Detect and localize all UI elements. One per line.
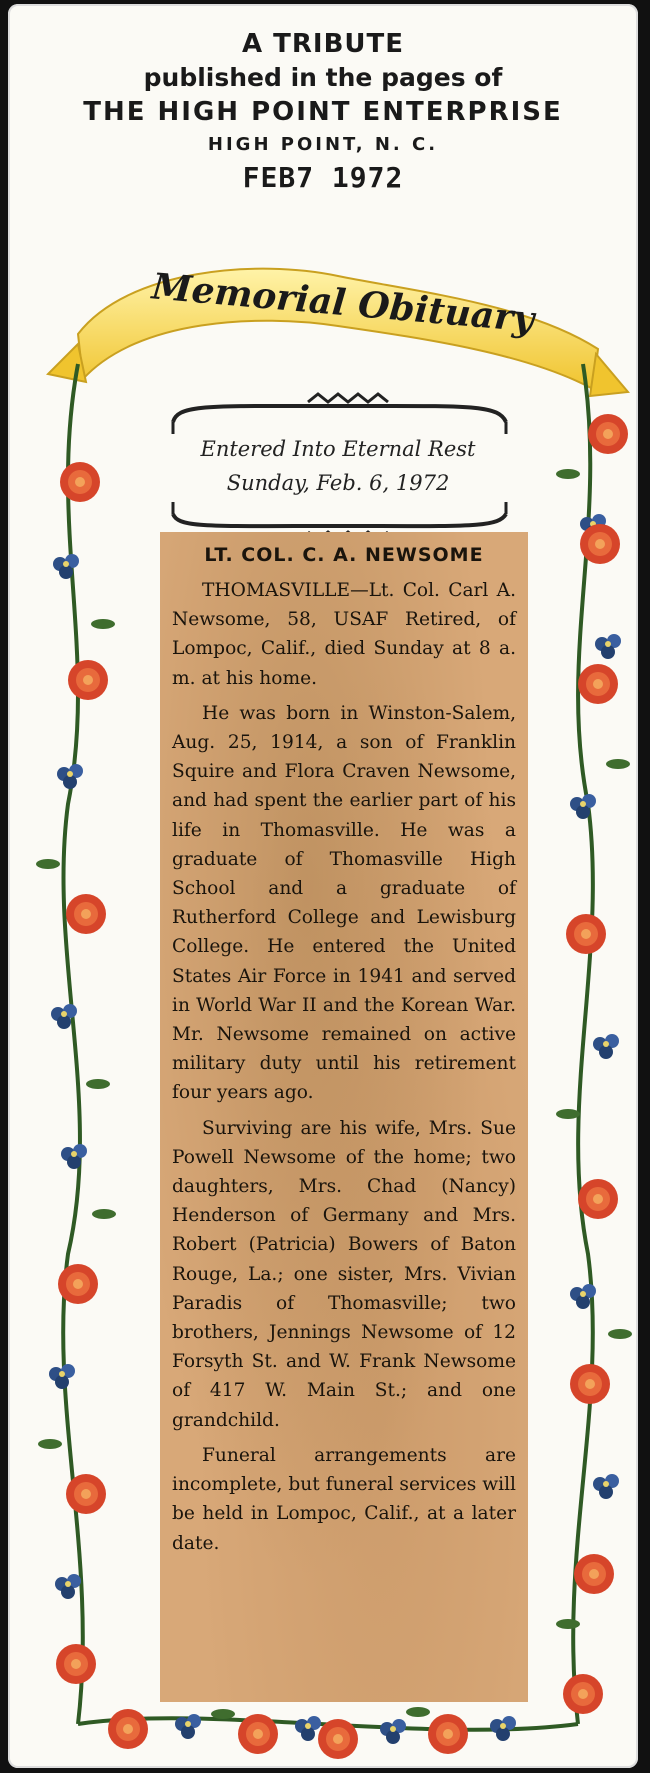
memorial-card	[8, 4, 638, 1768]
obituary-body	[172, 576, 516, 1564]
obituary-paragraph: Surviving are his wife, Mrs. Sue Powell Newsome of the home; two daughters, Mrs. Chad (Nancy) Henderson of Germany and Mrs. Robert (Patricia) Bowers of Baton Rouge, La.; one sister, Mrs. Vivian Paradis of Thomasville; two brothers, Jennings Newsome of 12 Forsyth St. and W. Frank Newsome of 417 W. Main St.; and one grandchild.	[172, 1117, 516, 1431]
obituary-paragraph: He was born in Winston-Salem, Aug. 25, 1914, a son of Franklin Squire and Flora Craven Newsome, and had spent the earlier part of his life in Thomasville. He was a graduate of Thomasville High School and a graduate of Rutherford College and Lewisburg College. He entered the United States Air Force in 1941 and served in World War II and the Korean War. Mr. Newsome remained on active military duty until his retirement four years ago.	[172, 702, 516, 1104]
obituary-paragraph: THOMASVILLE—Lt. Col. Carl A. Newsome, 58, USAF Retired, of Lompoc, Calif., died Sunday at 8 a. m. at his home.	[172, 580, 516, 689]
publication-date: FEB7 1972	[242, 161, 404, 194]
death-date-line: Sunday, Feb. 6, 1972	[226, 471, 450, 495]
tribute-heading: A TRIBUTE	[241, 29, 405, 59]
eternal-rest-box	[168, 406, 508, 526]
obituary-paragraph: Funeral arrangements are incomplete, but funeral services will be held in Lompoc, Calif., at a later date.	[172, 1444, 516, 1554]
publisher-line: published in the pages of	[143, 63, 503, 92]
banner-title: Memorial Obituary	[150, 265, 536, 341]
newspaper-location: HIGH POINT, N. C.	[207, 134, 439, 155]
newspaper-name: THE HIGH POINT ENTERPRISE	[83, 97, 563, 127]
newspaper-clipping	[160, 532, 528, 1702]
eternal-rest-line: Entered Into Eternal Rest	[200, 437, 476, 461]
obituary-title: LT. COL. C. A. NEWSOME	[204, 544, 484, 566]
